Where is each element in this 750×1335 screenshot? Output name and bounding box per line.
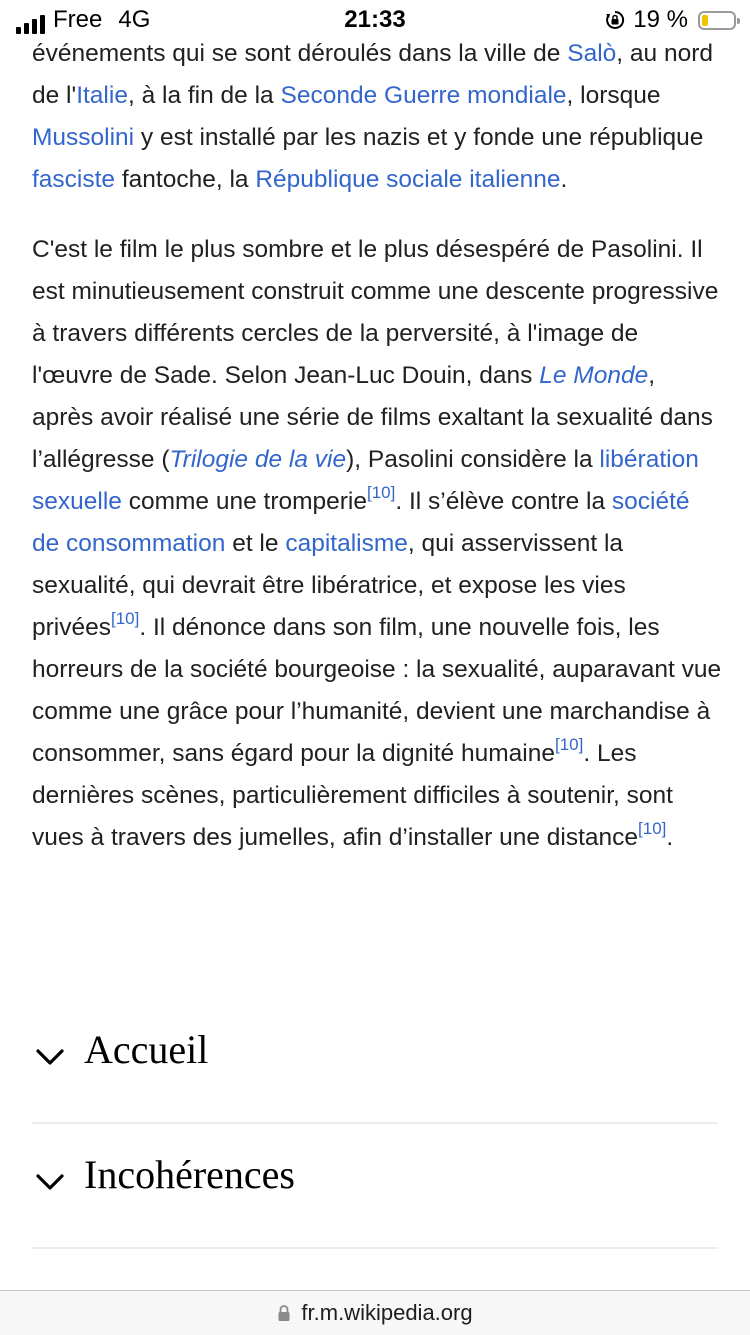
text-run: y est installé par les nazis et y fonde une république bbox=[134, 124, 704, 151]
link-trilogie-de-la-vie[interactable] bbox=[170, 446, 347, 473]
chevron-down-icon bbox=[36, 1048, 64, 1066]
text-run: événements qui se sont déroulés dans la ville de bbox=[32, 40, 568, 67]
browser-url-bar[interactable] bbox=[0, 1290, 750, 1335]
paragraph-pasolini-analysis bbox=[32, 229, 722, 859]
battery-tip bbox=[737, 18, 740, 24]
citation-link-3[interactable]: [10] bbox=[554, 735, 584, 754]
link-italie[interactable]: Italie bbox=[76, 82, 128, 109]
citation-ref bbox=[555, 735, 583, 754]
section-title-incoherences: Incohérences bbox=[84, 1152, 295, 1197]
text-run: , qui asservissent la sexualité, qui devrait être libératrice, et expose les vies privées bbox=[32, 530, 626, 641]
citation-ref bbox=[367, 483, 395, 502]
chevron-down-icon bbox=[36, 1173, 64, 1191]
url-text: fr.m.wikipedia.org bbox=[301, 1300, 473, 1325]
carrier-name: Free bbox=[53, 6, 103, 33]
text-run: , à la fin de la bbox=[127, 82, 281, 109]
citation-link-1[interactable]: [10] bbox=[367, 483, 396, 502]
citation-ref bbox=[638, 819, 666, 838]
link-fasciste[interactable]: fasciste bbox=[32, 166, 116, 193]
citation-ref bbox=[111, 609, 139, 628]
text-run: ), Pasolini considère la bbox=[346, 446, 600, 473]
battery-icon bbox=[698, 11, 736, 30]
network-type: 4G bbox=[118, 6, 151, 33]
lock-icon bbox=[277, 1304, 291, 1322]
text-run: fantoche, la bbox=[115, 166, 256, 193]
section-accueil[interactable] bbox=[32, 1000, 718, 1124]
text-run: . Les dernières scènes, particulièrement difficiles à soutenir, sont vues à travers des jumelles, afin d’installer une distance bbox=[32, 740, 673, 851]
text-run: , lorsque bbox=[566, 82, 661, 109]
citation-link-2[interactable]: [10] bbox=[110, 609, 140, 628]
text-run: , après avoir réalisé une série de films exaltant la sexualité dans l’allégresse ( bbox=[32, 362, 713, 473]
text-run: . bbox=[560, 166, 568, 193]
text-run: . bbox=[666, 824, 674, 851]
battery-percent: 19 % bbox=[633, 6, 688, 33]
link-societe-de-consommation[interactable]: société de consommation bbox=[32, 488, 690, 557]
status-time: 21:33 bbox=[344, 6, 406, 33]
text-run: et le bbox=[225, 530, 286, 557]
text-run: comme une tromperie bbox=[121, 488, 367, 515]
link-liberation-sexuelle[interactable]: libération sexuelle bbox=[32, 446, 699, 515]
text-run: . Il dénonce dans son film, une nouvelle fois, les horreurs de la société bourgeoise : la sexualité, auparavant vue comme une grâce pour l’humanité, devient une marchandise à consommer, sans égard pour la dignité humaine bbox=[32, 614, 722, 767]
text-run: , au nord de l' bbox=[32, 40, 714, 109]
paragraph-salo-context bbox=[32, 33, 722, 201]
article-body bbox=[32, 33, 722, 859]
rotation-lock-icon bbox=[605, 10, 625, 30]
link-seconde-guerre-mondiale[interactable]: Seconde Guerre mondiale bbox=[280, 82, 567, 109]
link-salo[interactable]: Salò bbox=[567, 40, 617, 67]
link-le-monde[interactable] bbox=[539, 362, 648, 389]
section-incoherences[interactable] bbox=[32, 1125, 718, 1249]
link-mussolini[interactable]: Mussolini bbox=[32, 124, 135, 151]
link-capitalisme[interactable]: capitalisme bbox=[285, 530, 408, 557]
battery-level bbox=[702, 15, 708, 26]
text-run: C'est le film le plus sombre et le plus désespéré de Pasolini. Il est minutieusement construit comme une descente progressive à travers différents cercles de la perversité, à l'image de l'œuvre de Sade. Selon Jean-Luc Douin, dans bbox=[32, 236, 719, 389]
link-le-monde-text: Le Monde bbox=[539, 362, 649, 389]
link-republique-sociale-italienne[interactable]: République sociale italienne bbox=[255, 166, 561, 193]
citation-link-4[interactable]: [10] bbox=[638, 819, 667, 838]
link-trilogie-text: Trilogie de la vie bbox=[169, 446, 347, 473]
status-right bbox=[605, 6, 736, 34]
section-title-accueil: Accueil bbox=[84, 1027, 209, 1072]
text-run: . Il s’élève contre la bbox=[395, 488, 612, 515]
